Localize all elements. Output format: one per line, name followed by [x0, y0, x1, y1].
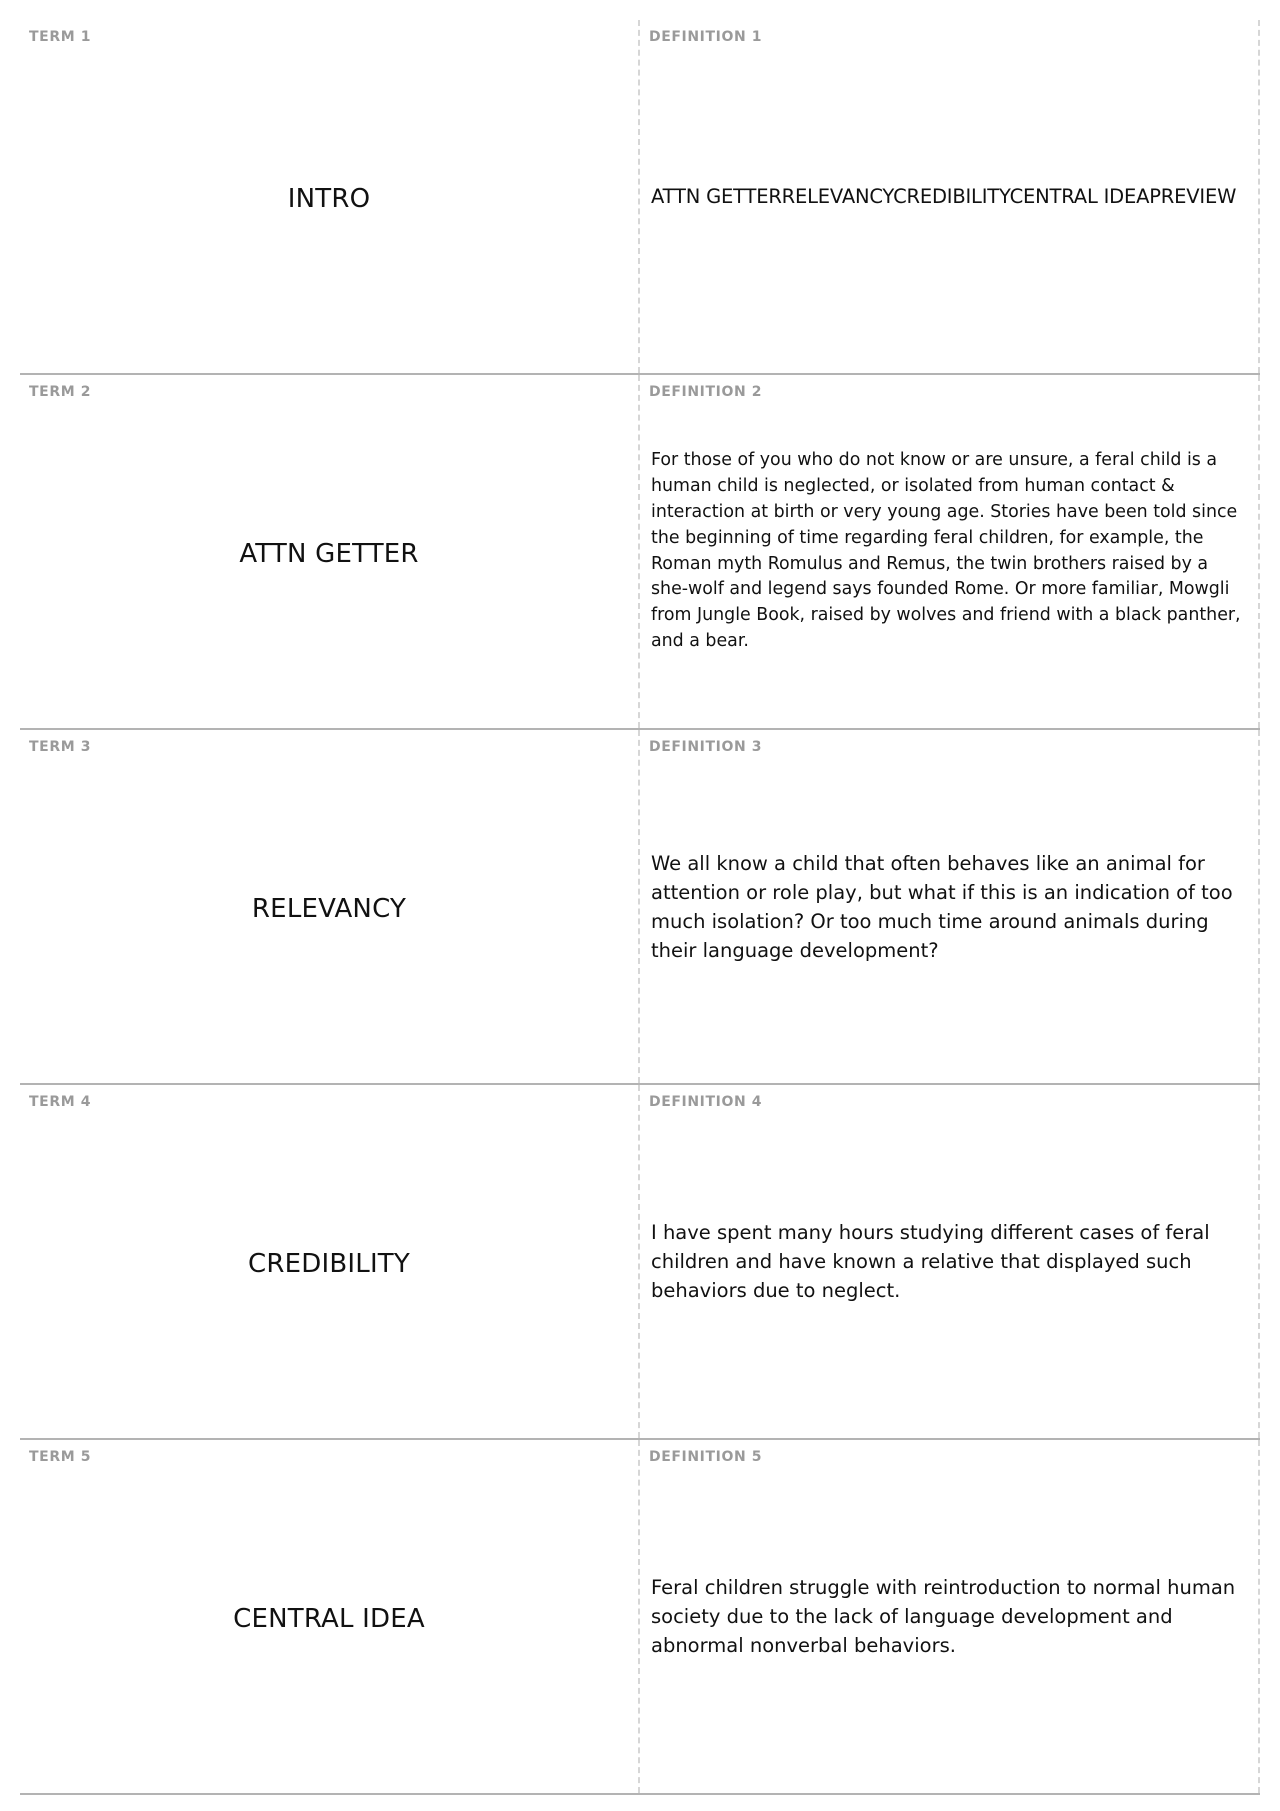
definition-body: We all know a child that often behaves like an animal for attention or role play, but what if this is an indication of too much isolation? Or too much time around animals during their language development?: [651, 851, 1233, 962]
term-cell: [20, 20, 640, 373]
term-text: ATTN GETTER: [239, 538, 419, 569]
definition-cell: [640, 1085, 1260, 1438]
definition-cell: [640, 375, 1260, 728]
flashcard-sheet: [20, 20, 1260, 1798]
definition-label: DEFINITION 3: [649, 739, 763, 755]
definition-body: I have spent many hours studying different cases of feral children and have known a relative that displayed such behaviors due to neglect.: [651, 1221, 1210, 1302]
definition-text: [651, 730, 1250, 1083]
definition-body: ATTN GETTERRELEVANCYCREDIBILITYCENTRAL IDEAPREVIEW: [651, 185, 1237, 208]
term-cell: [20, 1085, 640, 1438]
term-label: TERM 5: [29, 1449, 92, 1465]
term-label: TERM 2: [29, 384, 92, 400]
term-cell: [20, 1440, 640, 1793]
term-text: RELEVANCY: [251, 893, 407, 924]
term-text: INTRO: [287, 183, 371, 214]
term-cell: [20, 730, 640, 1083]
card-row: [20, 1085, 1260, 1440]
definition-text: [651, 20, 1250, 373]
definition-cell: [640, 20, 1260, 373]
definition-label: DEFINITION 1: [649, 29, 763, 45]
card-row: [20, 375, 1260, 730]
definition-text: [651, 1440, 1250, 1793]
definition-label: DEFINITION 4: [649, 1094, 763, 1110]
card-row: [20, 730, 1260, 1085]
term-label: TERM 3: [29, 739, 92, 755]
term-text: CREDIBILITY: [248, 1248, 410, 1279]
definition-text: [651, 1085, 1250, 1438]
term-text: CENTRAL IDEA: [233, 1603, 425, 1634]
term-label: TERM 1: [29, 29, 92, 45]
definition-label: DEFINITION 5: [649, 1449, 763, 1465]
definition-label: DEFINITION 2: [649, 384, 763, 400]
card-row: [20, 1440, 1260, 1795]
term-label: TERM 4: [29, 1094, 92, 1110]
card-row: [20, 20, 1260, 375]
definition-cell: [640, 730, 1260, 1083]
definition-text: [651, 375, 1250, 728]
definition-cell: [640, 1440, 1260, 1793]
definition-body: Feral children struggle with reintroduction to normal human society due to the lack of language development and abnormal nonverbal behaviors.: [651, 1576, 1236, 1657]
definition-body: For those of you who do not know or are unsure, a feral child is a human child is neglected, or isolated from human contact & interaction at birth or very young age. Stories have been told since the beginning of time regarding feral children, for example, the Roman myth Romulus and Remus, the twin brothers raised by a she-wolf and legend says founded Rome. Or more familiar, Mowgli from Jungle Book, raised by wolves and friend with a black panther, and a bear.: [651, 450, 1241, 651]
term-cell: [20, 375, 640, 728]
